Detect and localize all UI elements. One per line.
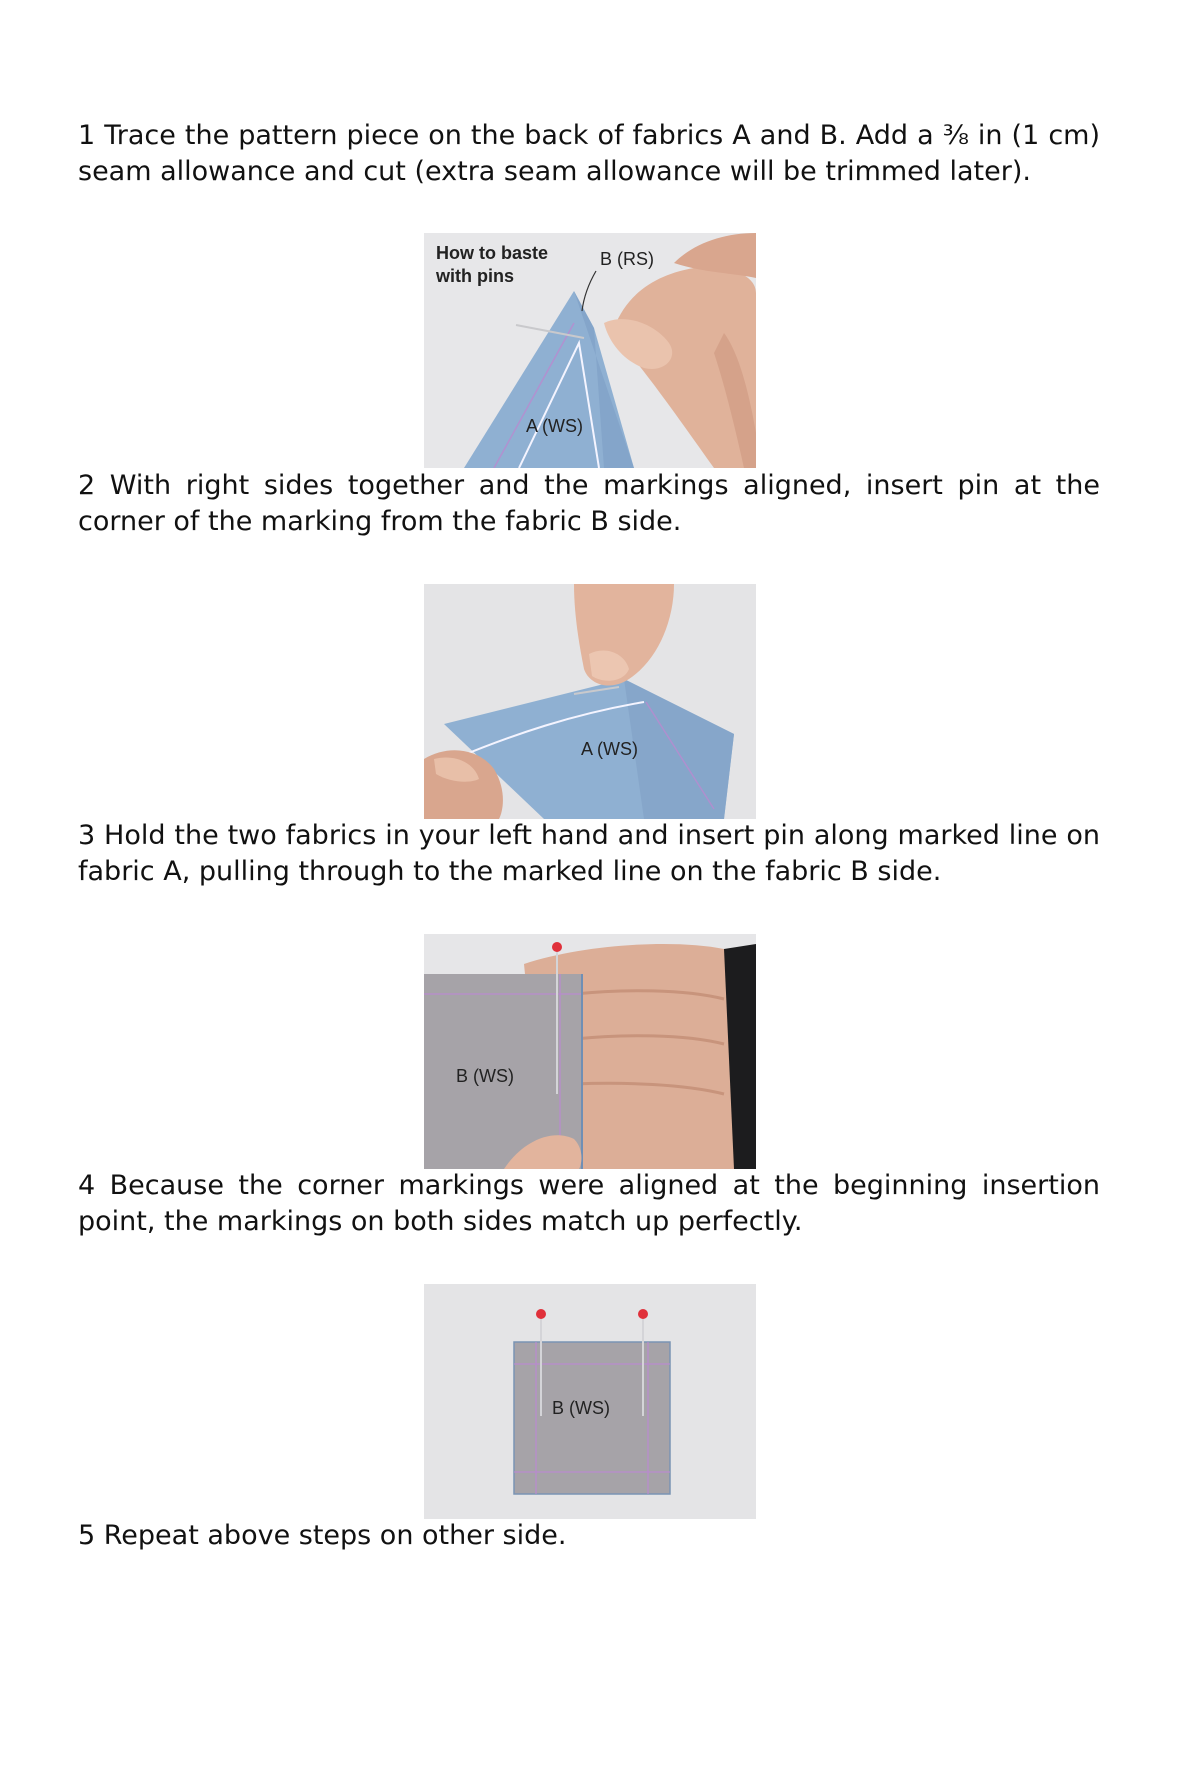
- photo-3-image: [424, 934, 756, 1169]
- step-1-text: 1 Trace the pattern piece on the back of fabrics A and B. Add a ⅜ in (1 cm) seam allowance and cut (extra seam allowance will be trimmed later).: [78, 120, 1100, 187]
- photo-hold-fabrics-in-hand: [424, 934, 756, 1169]
- photo-4-label-b: B (WS): [552, 1398, 610, 1418]
- photo-1-label-b: B (RS): [600, 249, 654, 269]
- photo-3-label-b: B (WS): [456, 1066, 514, 1086]
- step-4-text: 4 Because the corner markings were aligned at the beginning insertion point, the markings on both sides match up perfectly.: [78, 1170, 1100, 1237]
- step-5-text: 5 Repeat above steps on other side.: [78, 1520, 567, 1551]
- photo-2-label-a: A (WS): [581, 739, 638, 759]
- photo-pinned-fabric-result: [424, 1284, 756, 1519]
- photo-basting-with-pins: [424, 233, 756, 468]
- step-3-text: 3 Hold the two fabrics in your left hand and insert pin along marked line on fabric A, pulling through to the marked line on the fabric B side.: [78, 820, 1100, 887]
- photo-1-label-a: A (WS): [526, 416, 583, 436]
- photo-2-image: [424, 584, 756, 819]
- step-2-text: 2 With right sides together and the markings aligned, insert pin at the corner of the marking from the fabric B side.: [78, 470, 1100, 537]
- photo-1-caption-line-1: How to baste: [436, 243, 549, 263]
- photo-1-caption-line-2: with pins: [436, 266, 514, 286]
- photo-pin-along-marked-line: [424, 584, 756, 819]
